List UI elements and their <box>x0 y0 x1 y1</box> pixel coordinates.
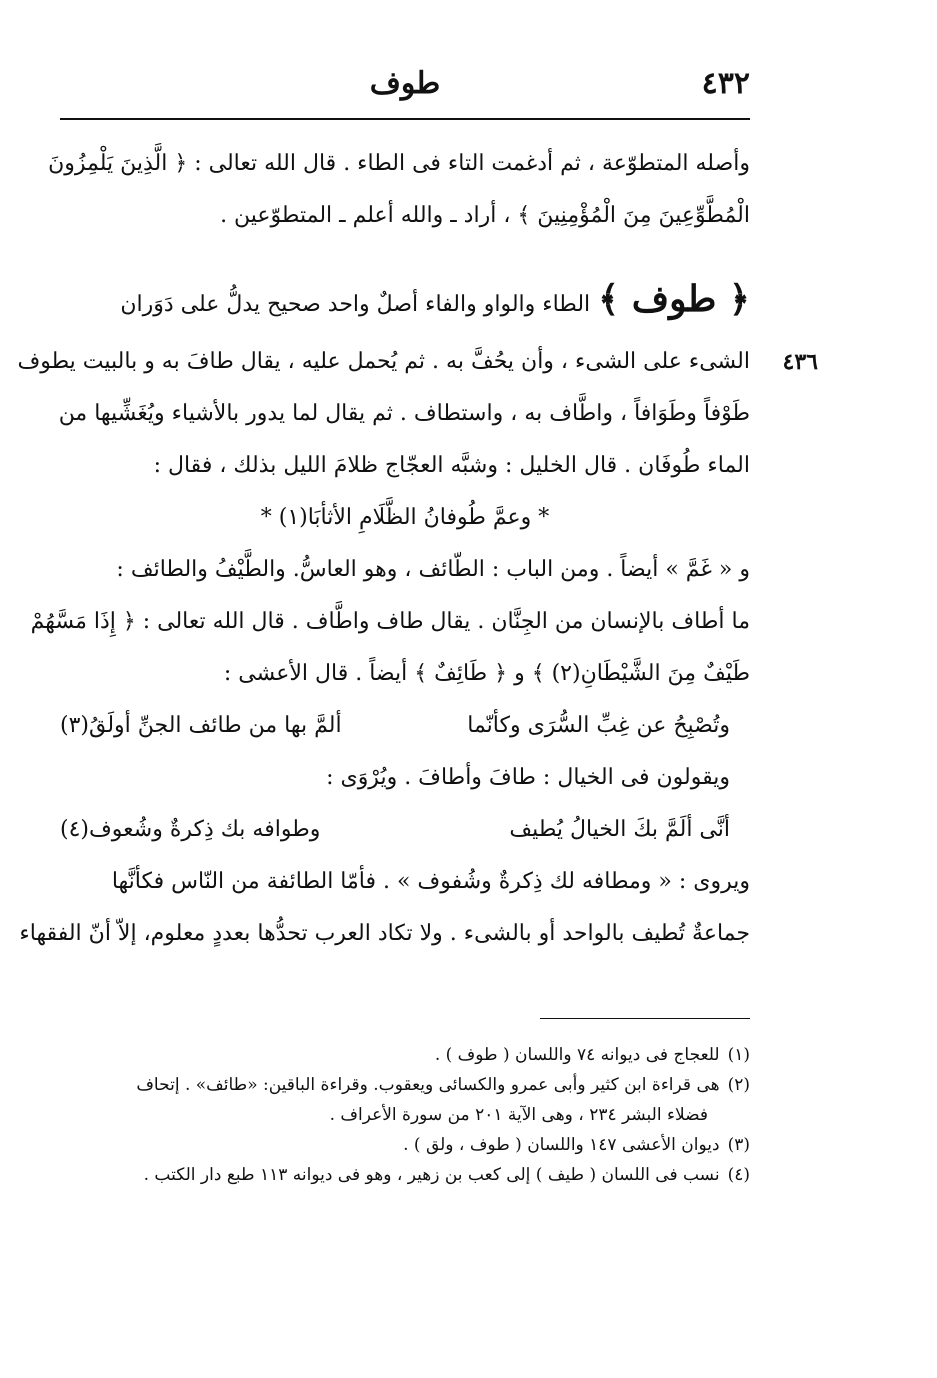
footnote-text: ديوان الأعشى ١٤٧ واللسان ( طوف ، ولق ) . <box>403 1135 720 1155</box>
verse-line <box>60 700 750 752</box>
text-line-content: الشىء على الشىء ، وأن يحُفَّ به . ثم يُحمل عليه ، يقال طافَ به و بالبيت يطوف <box>17 349 750 374</box>
main-text <box>17 138 818 960</box>
footnote-number: (١) <box>727 1045 750 1065</box>
footnote <box>60 1040 750 1070</box>
verse-first-hemistich: أنَّى ألَمَّ بكَ الخيالُ يُطيف <box>509 817 730 842</box>
verse-second-hemistich: ألمَّ بها من طائف الجنِّ أولَقُ(٣) <box>60 713 342 738</box>
text-line: الماء طُوفَان . قال الخليل : وشبَّه العجّاج ظلامَ الليل بذلك ، فقال : <box>153 453 750 478</box>
footnotes <box>60 1040 750 1190</box>
text-line: و « غَمَّ » أيضاً . ومن الباب : الطّائف ، وهو العاسُّ. والطَّيْفُ والطائف : <box>116 557 750 582</box>
footnote-text: للعجاج فى ديوانه ٧٤ واللسان ( طوف ) . <box>434 1045 720 1065</box>
entry-word: ﴿ طوف ﴾ <box>598 278 750 320</box>
text-line: جماعةٌ تُطيف بالواحد أو بالشىء . ولا تكاد العرب تحدُّها بعددٍ معلوم، إلاّ أنّ الفقهاء <box>19 921 750 946</box>
footnote-rule <box>540 1018 750 1019</box>
footnote-number: (٤) <box>727 1165 750 1185</box>
text-line: طَوْفاً وطَوَافاً ، واطَّاف به ، واستطاف . ثم يقال لما يدور بالأشياء ويُغَشِّيها من <box>58 401 750 426</box>
text-line: وأصله المتطوّعة ، ثم أدغمت التاء فى الطاء . قال الله تعالى : ﴿ الَّذِينَ يَلْمِزُونَ <box>48 151 750 176</box>
entry-margin-number: ٤٣٦ <box>782 349 818 375</box>
text-line: ما أطاف بالإنسان من الجِنَّان . يقال طاف واطَّاف . قال الله تعالى : ﴿ إِذَا مَسَّهُمْ <box>30 609 750 634</box>
entry-definition: الطاء والواو والفاء أصلٌ واحد صحيح يدلُّ على دَوَران <box>120 292 591 317</box>
verse-line: * وعمَّ طُوفانُ الظَّلَامِ الأثأبَا(١) * <box>260 505 550 530</box>
footnote-number: (٢) <box>727 1075 750 1095</box>
page-header <box>60 66 750 106</box>
footnote <box>60 1130 750 1160</box>
text-line: طَيْفٌ مِنَ الشَّيْطَانِ(٢) ﴾ و ﴿ طَائِفٌ ﴾ أيضاً . قال الأعشى : <box>223 661 750 686</box>
footnote-text: نسب فى اللسان ( طيف ) إلى كعب بن زهير ، وهو فى ديوانه ١١٣ طبع دار الكتب . <box>143 1165 720 1185</box>
entry-heading-line <box>60 262 750 336</box>
footnote-number: (٣) <box>727 1135 750 1155</box>
text-line: الْمُطَّوِّعِينَ مِنَ الْمُؤْمِنِينَ ﴾ ، أراد ـ والله أعلم ـ المتطوّعين . <box>220 203 750 228</box>
verse-first-hemistich: وتُصْبِحُ عن غِبِّ السُّرَى وكأنّما <box>467 713 730 738</box>
header-rule <box>60 118 750 120</box>
text-line: ويروى : « ومطافه لك ذِكرةٌ وشُفوف » . فأمّا الطائفة من النّاس فكأنَّها <box>111 869 750 894</box>
text-line <box>17 336 818 388</box>
footnote-continuation: فضلاء البشر ٢٣٤ ، وهى الآية ٢٠١ من سورة الأعراف . <box>329 1105 708 1125</box>
verse-second-hemistich: وطوافه بك ذِكرةٌ وشُعوف(٤) <box>60 817 321 842</box>
footnote <box>60 1160 750 1190</box>
running-head: طوف <box>369 66 441 101</box>
footnote-text: هى قراءة ابن كثير وأبى عمرو والكسائى ويعقوب. وقراءة الباقين: «طائف» . إتحاف <box>136 1075 720 1095</box>
text-line: ويقولون فى الخيال : طافَ وأطافَ . ويُرْوَى : <box>326 765 730 790</box>
page-number: ٤٣٢ <box>701 66 750 101</box>
footnote <box>60 1070 750 1100</box>
verse-line <box>60 804 750 856</box>
